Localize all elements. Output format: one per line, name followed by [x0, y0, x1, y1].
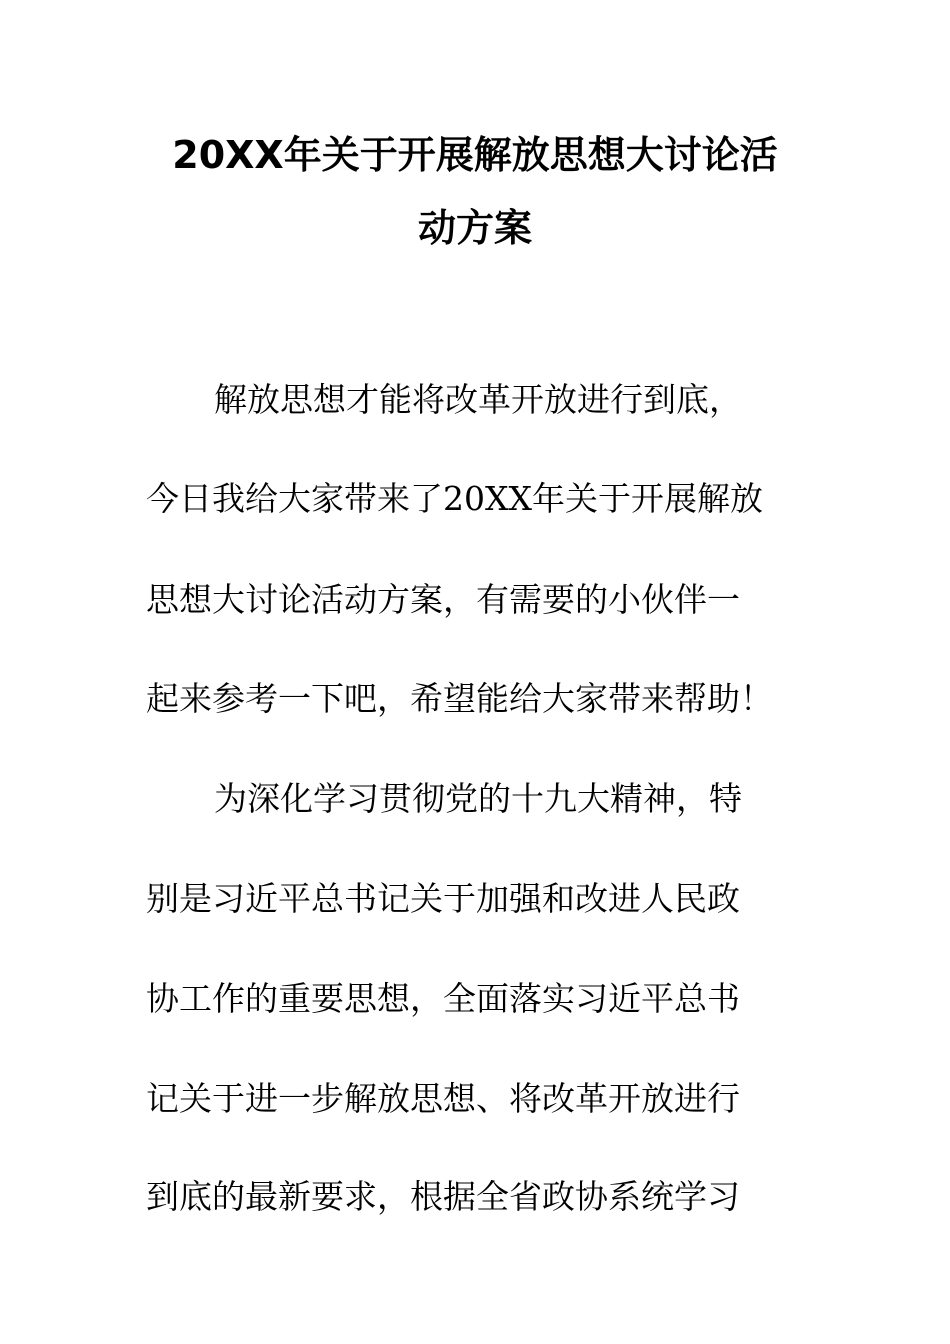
body-line: 解放思想才能将改革开放进行到底， — [214, 380, 742, 419]
document-title-line-2: 动方案 — [417, 206, 532, 250]
body-line: 今日我给大家带来了20XX年关于开展解放 — [146, 479, 763, 518]
body-line: 起来参考一下吧，希望能给大家带来帮助！ — [146, 679, 773, 718]
body-line: 为深化学习贯彻党的十九大精神，特 — [214, 779, 742, 818]
body-line: 协工作的重要思想，全面落实习近平总书 — [146, 979, 740, 1018]
body-line: 记关于进一步解放思想、将改革开放进行 — [146, 1079, 740, 1118]
body-line: 到底的最新要求，根据全省政协系统学习 — [146, 1177, 740, 1216]
document-title-line-1: 20XX年关于开展解放思想大讨论活 — [172, 133, 778, 177]
body-line: 思想大讨论活动方案，有需要的小伙伴一 — [146, 580, 740, 619]
body-line: 别是习近平总书记关于加强和改进人民政 — [146, 879, 740, 918]
